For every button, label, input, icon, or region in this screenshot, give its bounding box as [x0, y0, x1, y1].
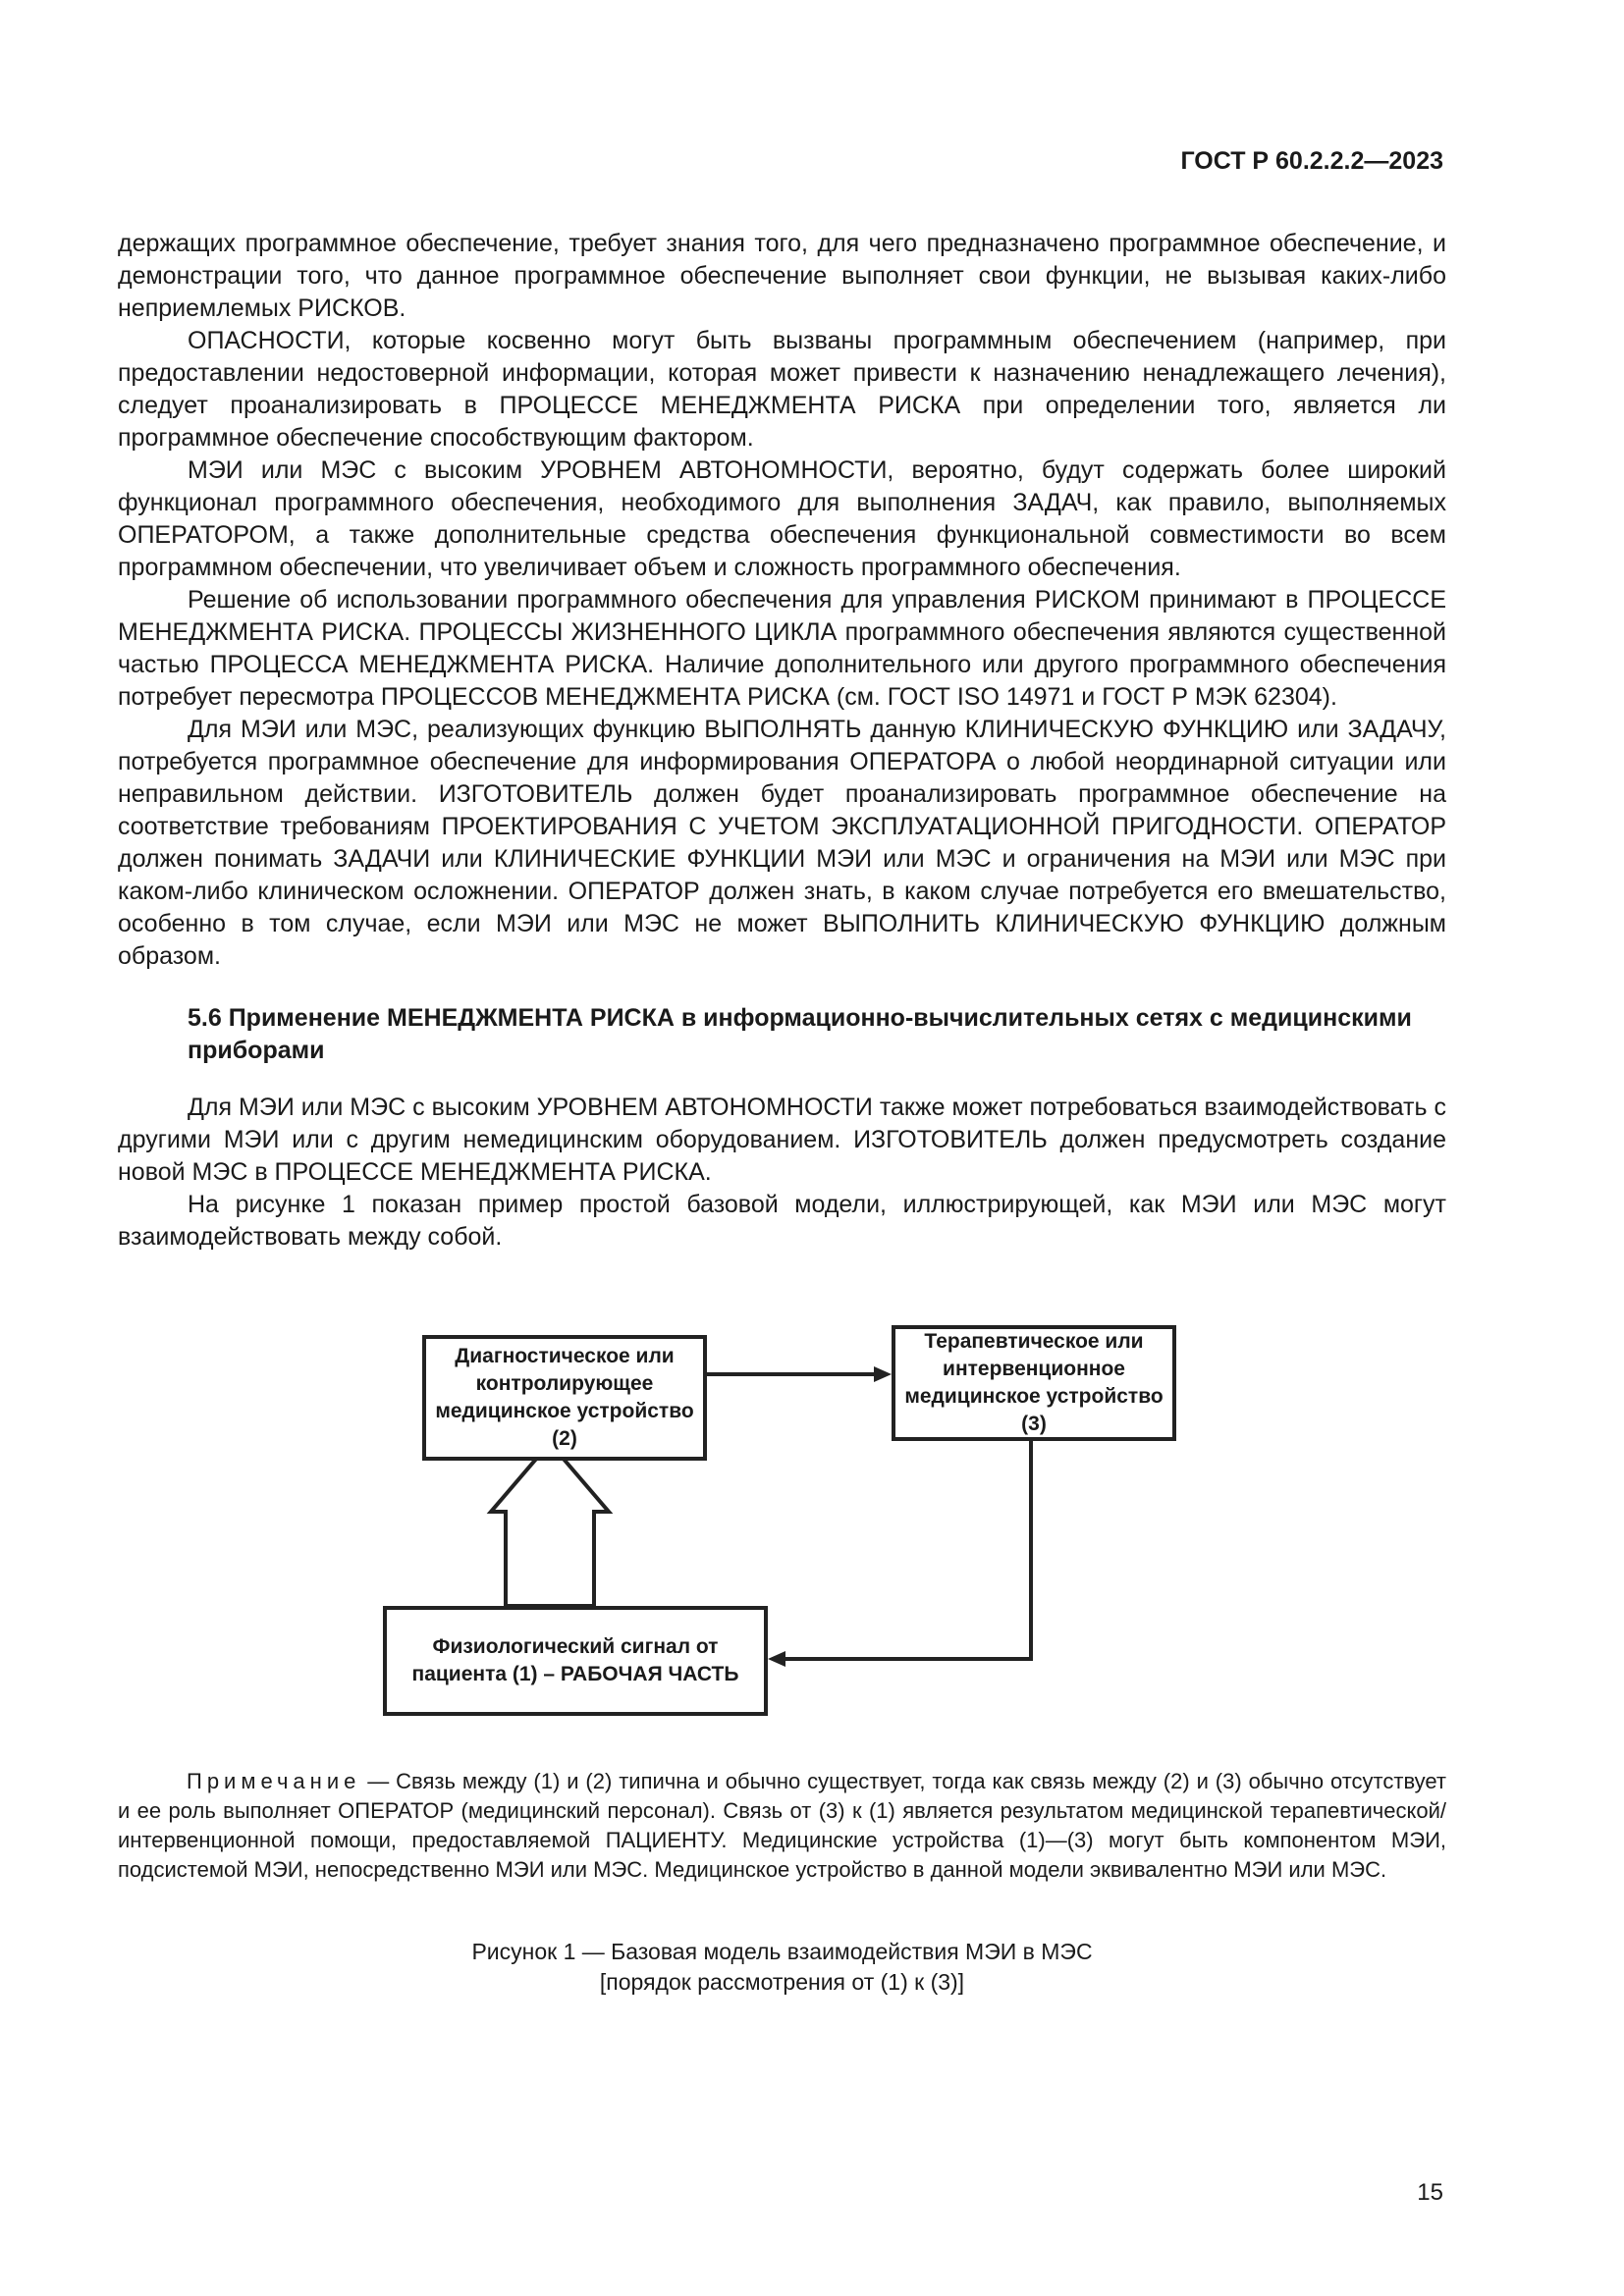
caption-line: [порядок рассмотрения от (1) к (3)] [599, 1969, 965, 1995]
arrow-3-to-1 [785, 1441, 1031, 1659]
document-code: ГОСТ Р 60.2.2.2—2023 [1180, 147, 1443, 175]
paragraph: Решение об использовании программного обеспечения для управления РИСКОМ принимают в ПРОЦЕССЕ МЕНЕДЖМЕНТА РИСКА. ПРОЦЕССЫ ЖИЗНЕННОГО ЦИКЛА программного обеспечения являются существенной частью ПРОЦЕССА МЕНЕДЖМЕНТА РИСКА. Наличие дополнительного или другого программного обеспечения потребует пересмотра ПРОЦЕССОВ МЕНЕДЖМЕНТА РИСКА (см. ГОСТ ISO 14971 и ГОСТ Р МЭК 62304). [118, 586, 1446, 711]
figure-note [118, 1767, 1446, 1885]
arrow-3-to-1-head [768, 1651, 785, 1667]
interaction-diagram [373, 1330, 1198, 1718]
paragraph: держащих программное обеспечение, требует знания того, для чего предназначено программное обеспечение, и демонстрации того, что данное программное обеспечение выполняет свои функции, не вызывая каких-либо неприемлемых РИСКОВ. [118, 230, 1446, 322]
note-label: Примечание [187, 1769, 361, 1793]
arrow-2-to-3-head [874, 1366, 892, 1382]
box-diagnostic-device: Диагностическое или контролирующее медицинское устройство (2) [422, 1335, 707, 1461]
note-text: — Связь между (1) и (2) типична и обычно существует, тогда как связь между (2) и (3) обычно отсутствует и ее роль выполняет ОПЕРАТОР (медицинский персонал). Связь от (3) к (1) является результатом медицинской терапевтической/интервенционной помощи, предоставляемой ПАЦИЕНТУ. Медицинские устройства (1)—(3) могут быть компонентом МЭИ, подсистемой МЭИ, непосредственно МЭИ или МЭС. Медицинское устройство в данной модели эквивалентно МЭИ или МЭС. [118, 1769, 1446, 1882]
figure-caption [118, 1937, 1446, 1998]
box-therapeutic-device: Терапевтическое или интервенционное медицинское устройство (3) [892, 1325, 1176, 1441]
box-physiological-signal: Физиологический сигнал от пациента (1) – РАБОЧАЯ ЧАСТЬ [383, 1606, 768, 1716]
body-text [118, 228, 1446, 1254]
paragraph: Для МЭИ или МЭС с высоким УРОВНЕМ АВТОНОМНОСТИ также может потребоваться взаимодействовать с другими МЭИ или с другим немедицинским оборудованием. ИЗГОТОВИТЕЛЬ должен предусмотреть создание новой МЭС в ПРОЦЕССЕ МЕНЕДЖМЕНТА РИСКА. [118, 1094, 1446, 1186]
paragraph: Для МЭИ или МЭС, реализующих функцию ВЫПОЛНЯТЬ данную КЛИНИЧЕСКУЮ ФУНКЦИЮ или ЗАДАЧУ, потребуется программное обеспечение для информирования ОПЕРАТОРА о любой неординарной ситуации или неправильном действии. ИЗГОТОВИТЕЛЬ должен будет проанализировать программное обеспечение на соответствие требованиям ПРОЕКТИРОВАНИЯ С УЧЕТОМ ЭКСПЛУАТАЦИОННОЙ ПРИГОДНОСТИ. ОПЕРАТОР должен понимать ЗАДАЧИ или КЛИНИЧЕСКИЕ ФУНКЦИИ МЭИ или МЭС и ограничения на МЭИ или МЭС при каком-либо клиническом осложнении. ОПЕРАТОР должен знать, в каком случае потребуется его вмешательство, особенно в том случае, если МЭИ или МЭС не может ВЫПОЛНИТЬ КЛИНИЧЕСКУЮ ФУНКЦИЮ должным образом. [118, 716, 1446, 970]
page-number: 15 [1417, 2179, 1443, 2206]
paragraph: ОПАСНОСТИ, которые косвенно могут быть вызваны программным обеспечением (например, при предоставлении недостоверной информации, которая может привести к назначению ненадлежащего лечения), следует проанализировать в ПРОЦЕССЕ МЕНЕДЖМЕНТА РИСКА при определении того, является ли программное обеспечение способствующим фактором. [118, 327, 1446, 452]
paragraph: МЭИ или МЭС с высоким УРОВНЕМ АВТОНОМНОСТИ, вероятно, будут содержать более широкий функционал программного обеспечения, необходимого для выполнения ЗАДАЧ, как правило, выполняемых ОПЕРАТОРОМ, а также дополнительные средства обеспечения функциональной совместимости во всем программном обеспечении, что увеличивает объем и сложность программного обеспечения. [118, 456, 1446, 581]
paragraph: На рисунке 1 показан пример простой базовой модели, иллюстрирующей, как МЭИ или МЭС могут взаимодействовать между собой. [118, 1191, 1446, 1251]
arrow-1-to-2 [491, 1443, 609, 1606]
section-heading: 5.6 Применение МЕНЕДЖМЕНТА РИСКА в информационно-вычислительных сетях с медицинскими приборами [188, 1004, 1412, 1064]
caption-line: Рисунок 1 — Базовая модель взаимодействия МЭИ в МЭС [471, 1939, 1093, 1964]
